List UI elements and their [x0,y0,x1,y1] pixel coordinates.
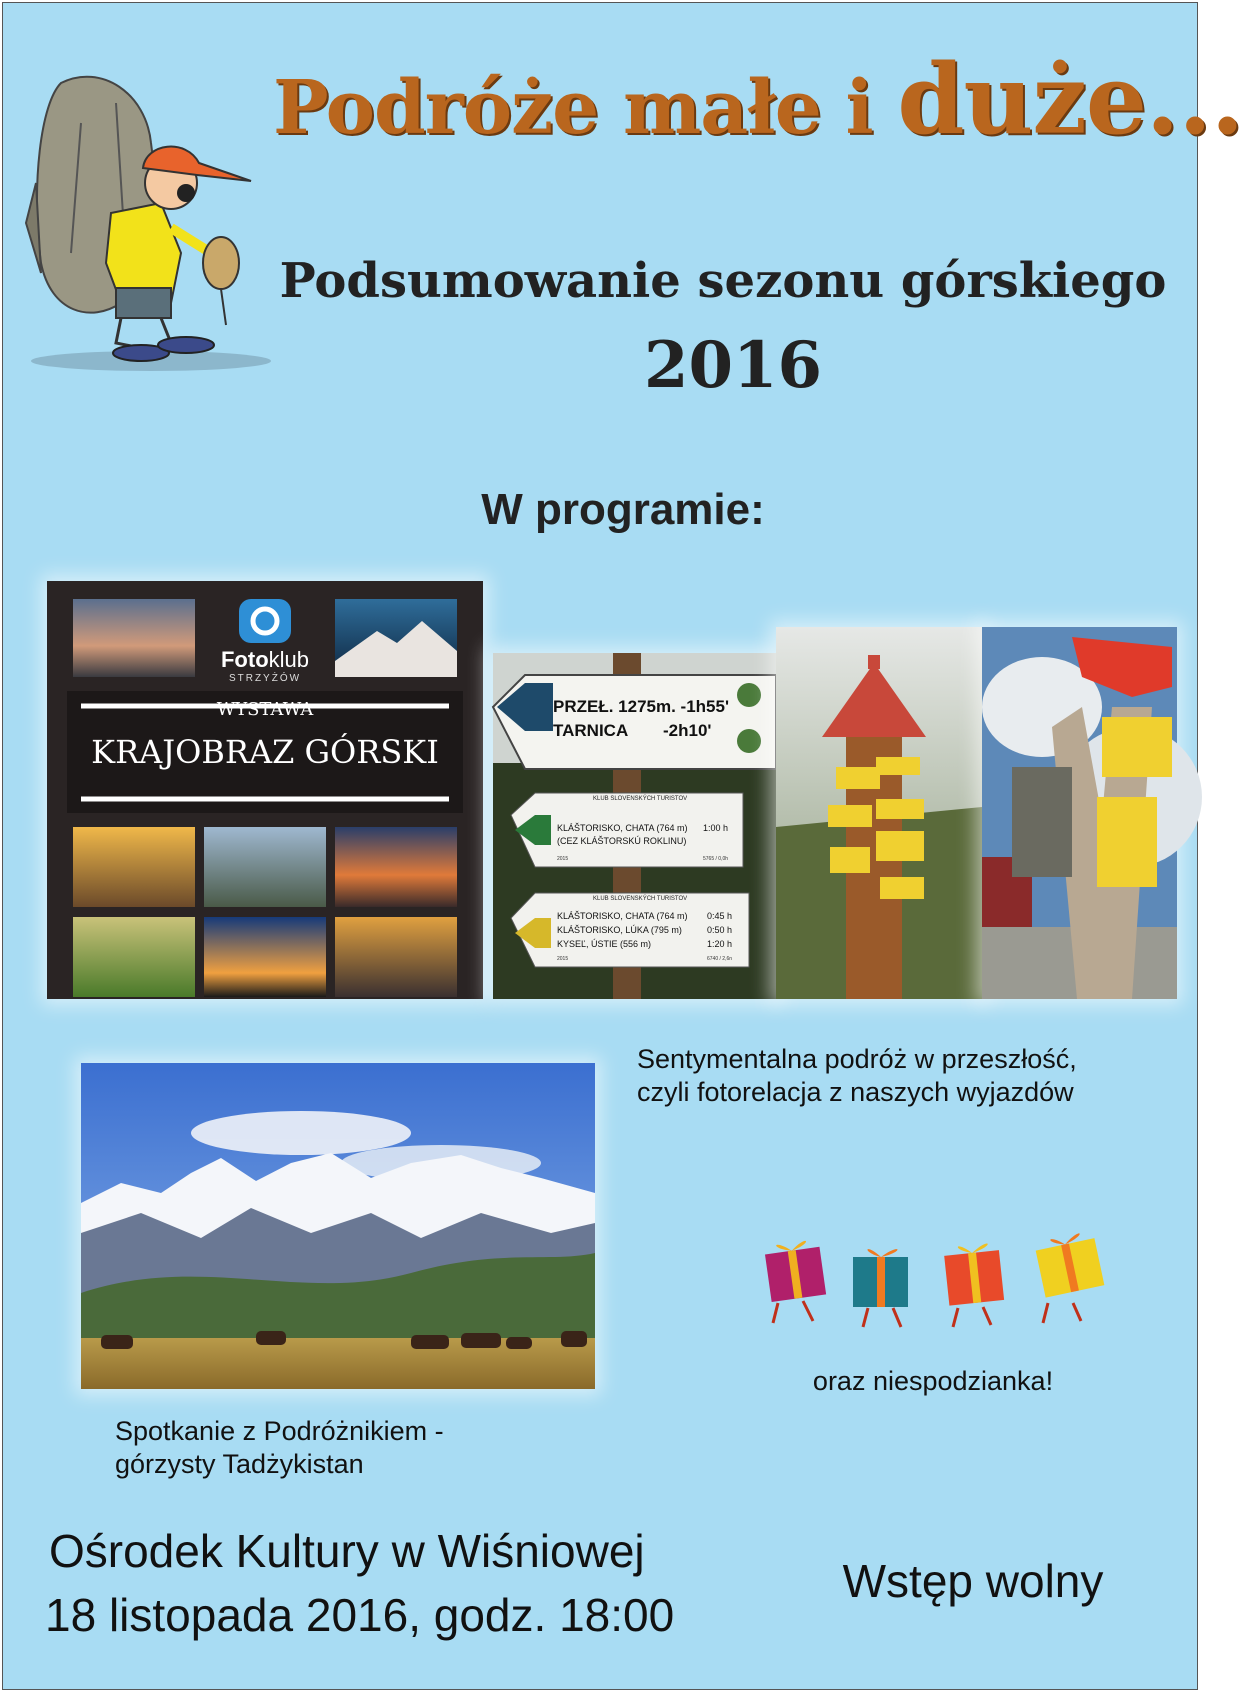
exhibition-label: WYSTAWA [216,699,314,720]
sign3-code-right: 6740 / 2,6n [707,956,733,962]
sign3-header: KLUB SLOVENSKÝCH TURISTOV [593,896,688,902]
wooden-signpost-photo [776,627,982,999]
sign1-line2: TARNICA [553,721,629,740]
sign3-line2: KLÁŠTORISKO, LÚKA (795 m) [557,925,682,935]
poster-subtitle: Podsumowanie sezonu górskiego [279,253,1167,309]
sign2-header: KLUB SLOVENSKÝCH TURISTOV [593,796,688,802]
sign2-time1: 1:00 h [703,823,729,833]
admission-info: Wstęp wolny [842,1555,1104,1607]
poster-title: Podróże małe i duże... [273,43,1243,156]
poster-year: 2016 [643,328,823,403]
sign2-code-left: 2015 [557,856,569,862]
exhibition-title: KRAJOBRAZ GÓRSKI [91,733,439,771]
sign2-code-right: 5765 / 0,0h [703,856,729,862]
fotoklub-town: STRZYŻÓW [228,673,302,684]
sign3-time1: 0:45 h [707,911,733,921]
carved-signpost-photo [982,627,1177,999]
gift-boxes-illustration [743,1223,1133,1333]
sign3-time3: 1:20 h [707,939,733,949]
sign2-line2: (CEZ KLÁŠTORSKÚ ROKLINU) [557,836,687,846]
venue-name: Ośrodek Kultury w Wiśniowej [49,1525,645,1577]
sign3-code-left: 2015 [557,956,569,962]
sign3-line3: KYSEĽ, ÚSTIE (556 m) [557,939,652,949]
sign1-line1: PRZEŁ. 1275m. -1h55' [553,697,730,716]
program-heading: W programie: [481,485,765,534]
traveller-caption-line2: górzysty Tadżykistan [115,1449,364,1479]
event-date-time: 18 listopada 2016, godz. 18:00 [45,1589,675,1641]
sign3-time2: 0:50 h [707,925,733,935]
event-poster [2,2,1243,1690]
surprise-caption: oraz niespodzianka! [812,1366,1054,1396]
exhibition-panel [47,581,483,999]
sign2-line1: KLÁŠTORISKO, CHATA (764 m) [557,823,688,833]
trail-signs-photo [493,653,776,999]
fotoklub-logo-text: Fotoklub [220,647,309,672]
sign1-time2: -2h10' [663,721,712,740]
sign3-line1: KLÁŠTORISKO, CHATA (764 m) [557,911,688,921]
traveller-caption-line1: Spotkanie z Podróżnikiem - [115,1416,444,1446]
tajikistan-mountains-photo [81,1063,595,1389]
photo-report-caption: Sentymentalna podróż w przeszłość, czyli fotorelacja z naszych wyjazdów [637,1044,1077,1107]
hiker-illustration [21,63,281,383]
